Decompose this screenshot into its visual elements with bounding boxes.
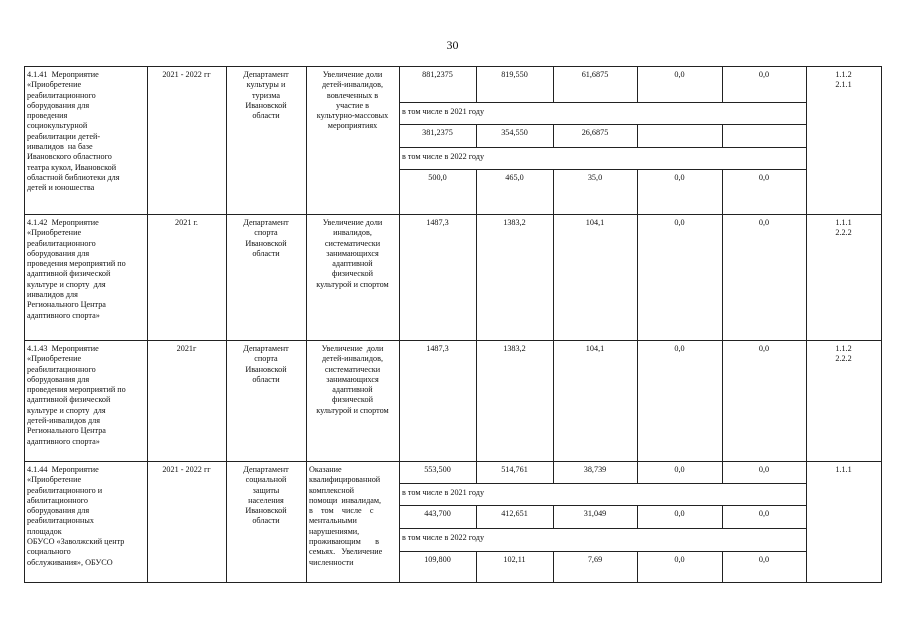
- column-divider: [806, 461, 807, 582]
- amount-cell: 0,0: [758, 344, 770, 353]
- sub-row-divider: [399, 147, 806, 148]
- amount-cell: 0,0: [674, 218, 685, 227]
- column-divider: [722, 169, 723, 214]
- amount-cell: 0,0: [758, 218, 770, 227]
- subrow-label: в том числе в 2021 году: [402, 107, 485, 116]
- amount-cell: 109,800: [424, 555, 451, 564]
- column-divider: [637, 66, 638, 102]
- activity-name: 4.1.42 Мероприятие «Приобретение реабилитационного оборудования для проведения мероприятий по адаптивной физической культуре и спорту для инвалидов для Регионального Центра адаптивного спорта»: [27, 218, 126, 320]
- sub-row-divider: [399, 169, 806, 170]
- amount-cell: 31,049: [583, 509, 607, 518]
- amount-cell: 381,2375: [422, 128, 453, 137]
- column-divider: [476, 169, 477, 214]
- column-divider: [722, 66, 723, 102]
- amount-cell: 1383,2: [503, 218, 526, 227]
- amount-cell: 26,6875: [581, 128, 609, 137]
- column-divider: [637, 340, 638, 461]
- executor: Департамент культуры и туризма Ивановской области: [243, 70, 289, 121]
- row-divider: [24, 461, 882, 462]
- amount-cell: 553,500: [424, 465, 451, 474]
- column-divider: [306, 66, 307, 582]
- amount-cell: 61,6875: [581, 70, 609, 79]
- column-divider: [476, 551, 477, 582]
- table-border-left: [24, 66, 25, 582]
- sub-row-divider: [399, 483, 806, 484]
- column-divider: [806, 214, 807, 340]
- column-divider: [637, 461, 638, 483]
- table-border-top: [24, 66, 882, 67]
- amount-cell: 514,761: [501, 465, 528, 474]
- column-divider: [476, 214, 477, 340]
- period: 2021 - 2022 гг: [162, 465, 211, 474]
- indicator: Оказание квалифицированной комплексной помощи инвалидам, в том числе с ментальными нарушениями, проживающим в семьях. Увеличение численности: [309, 465, 383, 567]
- executor: Департамент социальной защиты населения Ивановской области: [243, 465, 289, 526]
- column-divider: [553, 340, 554, 461]
- sub-row-divider: [399, 551, 806, 552]
- amount-cell: 0,0: [758, 465, 770, 474]
- column-divider: [722, 505, 723, 528]
- amount-cell: 500,0: [428, 173, 447, 182]
- amount-cell: 0,0: [758, 173, 770, 182]
- indicator-codes: 1.1.2 2.2.2: [835, 344, 852, 364]
- indicator-codes: 1.1.2 2.1.1: [835, 70, 852, 90]
- sub-row-divider: [399, 505, 806, 506]
- sub-row-divider: [399, 528, 806, 529]
- column-divider: [553, 505, 554, 528]
- period: 2021 г.: [175, 218, 198, 227]
- amount-cell: 104,1: [585, 218, 605, 227]
- column-divider: [553, 551, 554, 582]
- column-divider: [476, 505, 477, 528]
- subrow-label: в том числе в 2022 году: [402, 533, 485, 542]
- column-divider: [553, 169, 554, 214]
- amount-cell: 354,550: [501, 128, 528, 137]
- sub-row-divider: [399, 124, 806, 125]
- amount-cell: 0,0: [674, 465, 685, 474]
- activity-name: 4.1.44 Мероприятие «Приобретение реабилитационного и абилитационного оборудования для реабилитационных площадок ОБУСО «Заволжский центр социального обслуживания», ОБУСО: [27, 465, 125, 567]
- indicator: Увеличение доли детей-инвалидов, вовлеченных в участие в культурно-массовых мероприятиях: [316, 70, 389, 131]
- amount-cell: 104,1: [585, 344, 605, 353]
- amount-cell: 1487,3: [426, 218, 449, 227]
- amount-cell: 0,0: [758, 509, 770, 518]
- column-divider: [147, 66, 148, 582]
- column-divider: [553, 124, 554, 147]
- row-divider: [24, 582, 882, 583]
- indicator: Увеличение доли детей-инвалидов, систематически занимающихся адаптивной физической культурой и спортом: [316, 344, 389, 415]
- column-divider: [722, 214, 723, 340]
- indicator: Увеличение доли инвалидов, систематически занимающихся адаптивной физической культурой и спортом: [316, 218, 389, 289]
- subrow-label: в том числе в 2022 году: [402, 152, 485, 161]
- column-divider: [226, 66, 227, 582]
- period: 2021 - 2022 гг: [162, 70, 211, 79]
- column-divider: [722, 551, 723, 582]
- amount-cell: [639, 128, 720, 140]
- column-divider: [806, 66, 807, 214]
- column-divider: [722, 340, 723, 461]
- column-divider: [722, 461, 723, 483]
- row-divider: [24, 340, 882, 341]
- executor: Департамент спорта Ивановской области: [243, 218, 289, 258]
- amount-cell: 412,651: [501, 509, 528, 518]
- column-divider: [722, 124, 723, 147]
- column-divider: [553, 66, 554, 102]
- column-divider: [637, 214, 638, 340]
- amount-cell: 102,11: [503, 555, 526, 564]
- period: 2021г: [176, 344, 197, 353]
- amount-cell: 0,0: [674, 70, 685, 79]
- amount-cell: 881,2375: [422, 70, 453, 79]
- table-border-right: [881, 66, 882, 582]
- indicator-codes: 1.1.1 2.2.2: [835, 218, 852, 238]
- amount-cell: 38,739: [583, 465, 607, 474]
- sub-row-divider: [399, 102, 806, 103]
- amount-cell: 443,700: [424, 509, 451, 518]
- row-divider: [24, 214, 882, 215]
- activity-name: 4.1.41 Мероприятие «Приобретение реабилитационного оборудования для проведения социокультурной реабилитации детей- инвалидов на базе Ивановского областного театра кукол, Ивановской областной библиотеки для детей и юношества: [27, 70, 120, 193]
- column-divider: [476, 66, 477, 102]
- column-divider: [476, 340, 477, 461]
- amount-cell: 1383,2: [503, 344, 526, 353]
- column-divider: [637, 124, 638, 147]
- column-divider: [476, 124, 477, 147]
- amount-cell: 1487,3: [426, 344, 449, 353]
- page-number: 30: [446, 38, 459, 52]
- amount-cell: 35,0: [587, 173, 603, 182]
- column-divider: [806, 340, 807, 461]
- amount-cell: 0,0: [758, 555, 770, 564]
- amount-cell: 819,550: [501, 70, 528, 79]
- amount-cell: [724, 128, 804, 140]
- amount-cell: 7,69: [587, 555, 603, 564]
- column-divider: [637, 169, 638, 214]
- column-divider: [637, 551, 638, 582]
- executor: Департамент спорта Ивановской области: [243, 344, 289, 384]
- amount-cell: 465,0: [505, 173, 524, 182]
- amount-cell: 0,0: [758, 70, 770, 79]
- amount-cell: 0,0: [674, 344, 685, 353]
- column-divider: [553, 214, 554, 340]
- column-divider: [476, 461, 477, 483]
- amount-cell: 0,0: [674, 509, 685, 518]
- indicator-codes: 1.1.1: [835, 465, 852, 474]
- amount-cell: 0,0: [674, 555, 685, 564]
- amount-cell: 0,0: [674, 173, 685, 182]
- column-divider: [637, 505, 638, 528]
- column-divider: [553, 461, 554, 483]
- subrow-label: в том числе в 2021 году: [402, 488, 485, 497]
- activity-name: 4.1.43 Мероприятие «Приобретение реабилитационного оборудования для проведения мероприятий по адаптивной физической культуре и спорту для детей-инвалидов для Регионального Центра адаптивного спорта»: [27, 344, 126, 446]
